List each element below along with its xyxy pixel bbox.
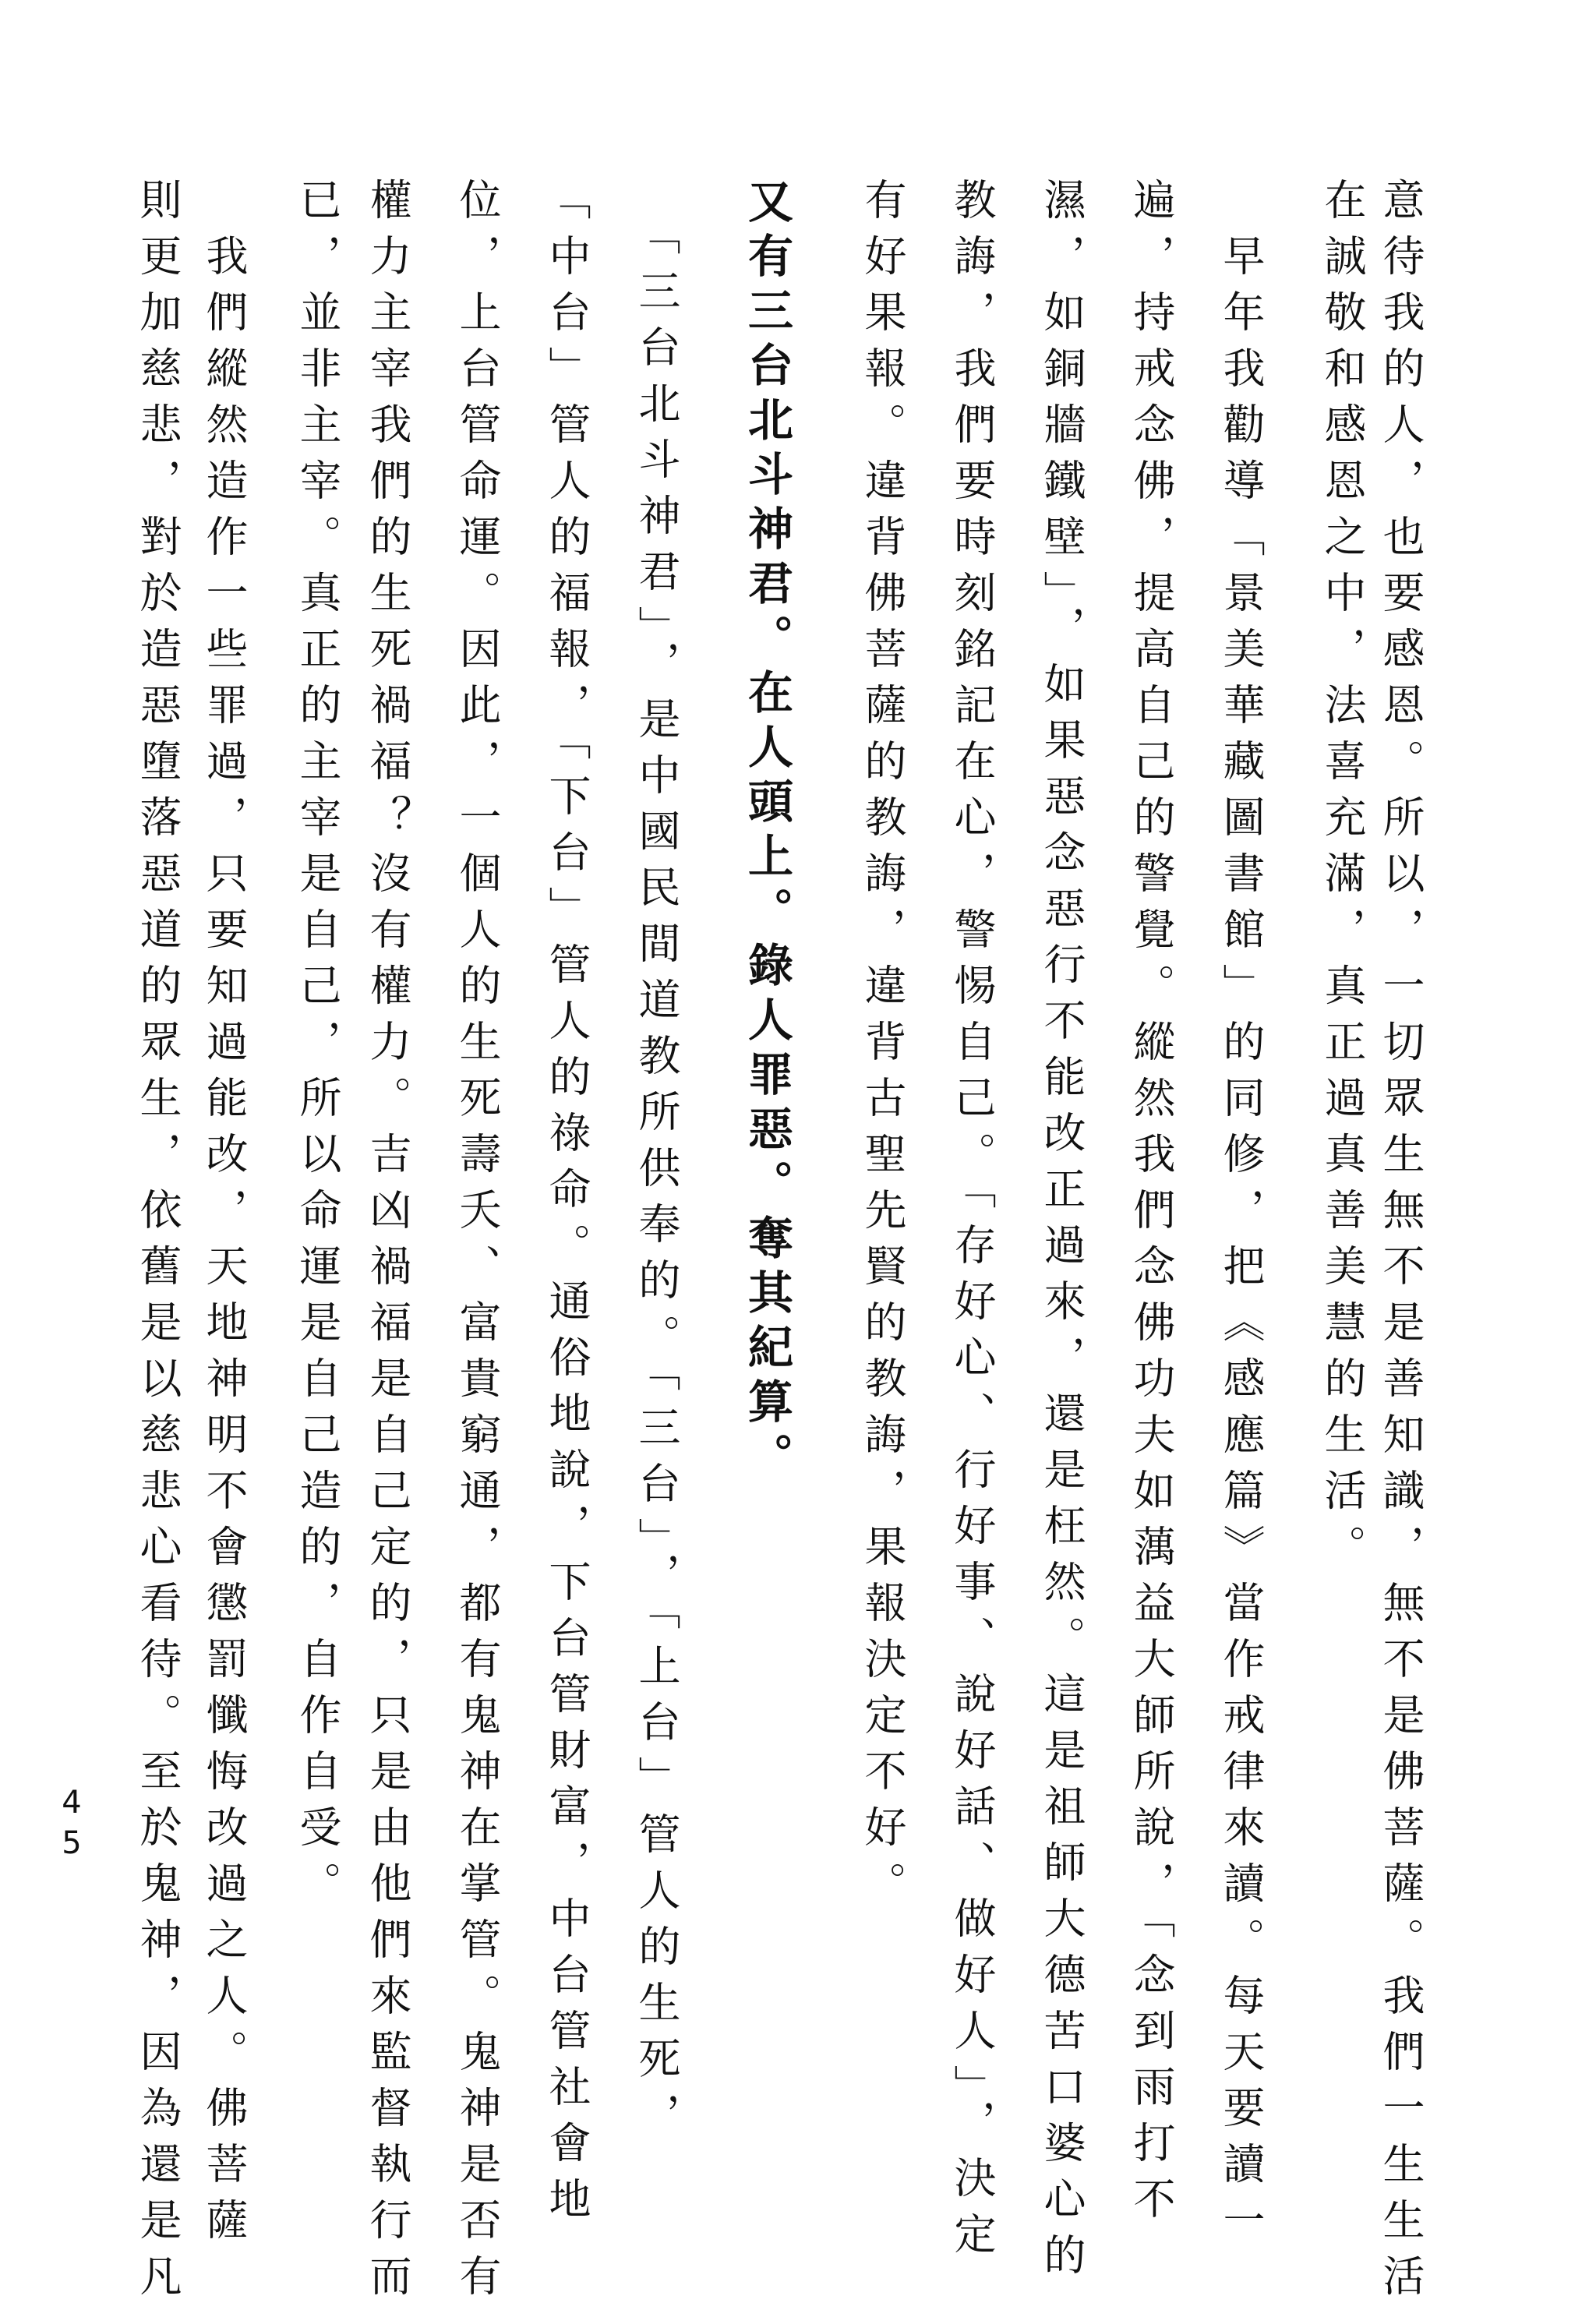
text-column-2: 在誠敬和感恩之中，法喜充滿，真正過真善美慧的生活。 — [1318, 178, 1367, 1581]
text-column-10: 「中台」管人的福報，「下台」管人的祿命。通俗地說，下台管財富，中台管社會地 — [542, 178, 591, 2233]
text-column-9: 「三台北斗神君」，是中國民間道教所供奉的。「三台」，「上台」管人的生死， — [632, 178, 681, 2149]
text-column-12: 權力主宰我們的生死禍福？沒有權力。吉凶禍福是自己定的，只是由他們來監督執行而 — [363, 178, 412, 2310]
page-number: 45 — [54, 1785, 90, 1866]
text-column-11: 位，上台管命運。因此，一個人的生死壽夭、富貴窮通，都有鬼神在掌管。鬼神是否有 — [453, 178, 502, 2310]
text-column-1: 意待我的人，也要感恩。所以，一切眾生無不是善知識，無不是佛菩薩。我們一生生活 — [1376, 178, 1425, 2310]
text-column-6: 教誨，我們要時刻銘記在心，警惕自己。「存好心、行好事、說好話、做好人」，決定 — [948, 178, 997, 2268]
text-column-15: 則更加慈悲，對於造惡墮落惡道的眾生，依舊是以慈悲心看待。至於鬼神，因為還是凡 — [133, 178, 182, 2310]
section-heading: 又有三台北斗神君。在人頭上。錄人罪惡。奪其紀算。 — [740, 178, 793, 1487]
text-column-5: 濕，如銅牆鐵壁」，如果惡念惡行不能改正過來，還是枉然。這是祖師大德苦口婆心的 — [1037, 178, 1086, 2289]
text-column-3: 早年我勸導「景美華藏圖書館」的同修，把《感應篇》當作戒律來讀。每天要讀一 — [1216, 178, 1266, 2254]
text-column-14: 我們縱然造作一些罪過，只要知過能改，天地神明不會懲罰懺悔改過之人。佛菩薩 — [200, 178, 249, 2254]
text-column-4: 遍，持戒念佛，提高自己的警覺。縱然我們念佛功夫如蕅益大師所說，「念到雨打不 — [1127, 178, 1176, 2233]
text-column-13: 已，並非主宰。真正的主宰是自己，所以命運是自己造的，自作自受。 — [293, 178, 342, 1917]
text-column-7: 有好果報。違背佛菩薩的教誨，違背古聖先賢的教誨，果報決定不好。 — [858, 178, 907, 1917]
